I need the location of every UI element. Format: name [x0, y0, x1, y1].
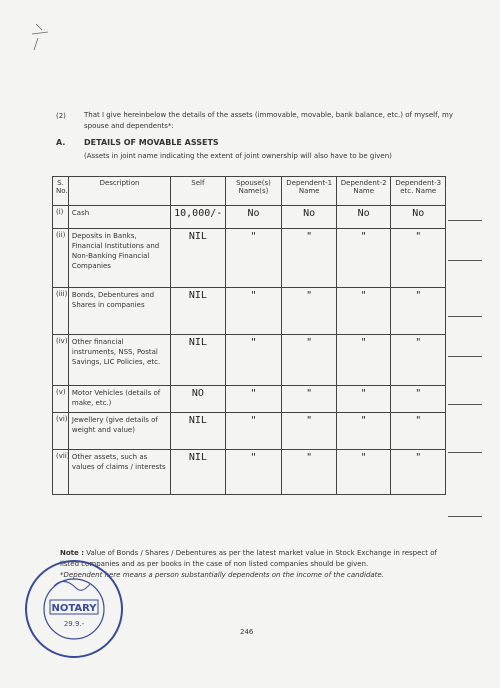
header-dependent-2: Dependent-2 Name [336, 177, 391, 206]
dependent-3-value: " [391, 335, 446, 386]
seal-date-text: 29.9.- [63, 620, 85, 628]
self-value: NO [171, 386, 226, 413]
section-letter: A. [56, 138, 66, 147]
row-number: (iv) [53, 335, 69, 386]
self-value: NIL [171, 288, 226, 335]
table-header-row [53, 177, 446, 206]
row-number: (vii) [53, 450, 69, 495]
self-value: NIL [171, 413, 226, 450]
dependent-3-value: " [391, 386, 446, 413]
table-row [53, 206, 446, 229]
self-value: NIL [171, 335, 226, 386]
row-number: (i) [53, 206, 69, 229]
table-row [53, 335, 446, 386]
note-label: Note : [60, 549, 84, 557]
section-title: DETAILS OF MOVABLE ASSETS [84, 138, 219, 147]
corner-scribble [28, 20, 58, 60]
dependent-2-value: " [336, 386, 391, 413]
row-description: Other assets, such as values of claims / interests [68, 450, 170, 495]
row-number: (vi) [53, 413, 69, 450]
spouse-value: " [225, 413, 282, 450]
spouse-value: No [225, 206, 282, 229]
spouse-value: " [225, 450, 282, 495]
dependent-3-value: " [391, 450, 446, 495]
row-description: Cash [68, 206, 170, 229]
self-value: NIL [171, 450, 226, 495]
dependent-1-value: " [282, 229, 337, 288]
dependent-2-value: " [336, 413, 391, 450]
table-row [53, 288, 446, 335]
spouse-value: " [225, 386, 282, 413]
dependent-2-value: No [336, 206, 391, 229]
seal-center-text: NOTARY [51, 603, 97, 614]
spouse-value: " [225, 229, 282, 288]
notary-seal-icon [20, 556, 128, 662]
dependent-1-value: " [282, 413, 337, 450]
row-number: (v) [53, 386, 69, 413]
row-number: (ii) [53, 229, 69, 288]
row-description: Motor Vehicles (details of make, etc.) [68, 386, 170, 413]
dependent-1-value: " [282, 288, 337, 335]
dependent-2-value: " [336, 288, 391, 335]
dependent-1-value: " [282, 335, 337, 386]
section-subtitle: (Assets in joint name indicating the extent of joint ownership will also have to be given) [84, 152, 392, 160]
header-dependent-1: Dependent-1 Name [282, 177, 337, 206]
dependent-2-value: " [336, 229, 391, 288]
dependent-1-value: " [282, 450, 337, 495]
row-description: Other financial instruments, NSS, Postal Savings, LIC Policies, etc. [68, 335, 170, 386]
dependent-2-value: " [336, 335, 391, 386]
margin-dashes [448, 176, 488, 526]
page-number: 246 [240, 628, 254, 636]
dependent-3-value: " [391, 229, 446, 288]
paragraph-text: That I give hereinbelow the details of the assets (immovable, movable, bank balance, etc.) of myself, my spouse and dependents*: [84, 111, 453, 130]
dependent-3-value: " [391, 413, 446, 450]
header-description: Description [68, 177, 170, 206]
row-number: (iii) [53, 288, 69, 335]
header-self: Self [171, 177, 226, 206]
header-spouse: Spouse(s) Name(s) [225, 177, 282, 206]
self-value: 10,000/- [171, 206, 226, 229]
row-description: Bonds, Debentures and Shares in companies [68, 288, 170, 335]
dependent-2-value: " [336, 450, 391, 495]
table-row [53, 413, 446, 450]
dependent-1-value: No [282, 206, 337, 229]
table-row [53, 229, 446, 288]
note-line-1: Value of Bonds / Shares / Debentures as per the latest market value in Stock Exchange in respect of listed companies and as per books in the case of non listed companies should be given. [60, 549, 437, 568]
dependent-1-value: " [282, 386, 337, 413]
table-row [53, 386, 446, 413]
dependent-3-value: No [391, 206, 446, 229]
spouse-value: " [225, 288, 282, 335]
header-dependent-3: Dependent-3 etc. Name [391, 177, 446, 206]
dependent-3-value: " [391, 288, 446, 335]
row-description: Jewellery (give details of weight and value) [68, 413, 170, 450]
paragraph-number: (2) [56, 112, 66, 120]
row-description: Deposits in Banks, Financial Institutions and Non-Banking Financial Companies [68, 229, 170, 288]
spouse-value: " [225, 335, 282, 386]
note-line-2: *Dependent here means a person substantially dependents on the income of the candidate. [60, 571, 384, 579]
header-sno: S. No. [53, 177, 69, 206]
table-row [53, 450, 446, 495]
self-value: NIL [171, 229, 226, 288]
movable-assets-table [52, 176, 446, 495]
